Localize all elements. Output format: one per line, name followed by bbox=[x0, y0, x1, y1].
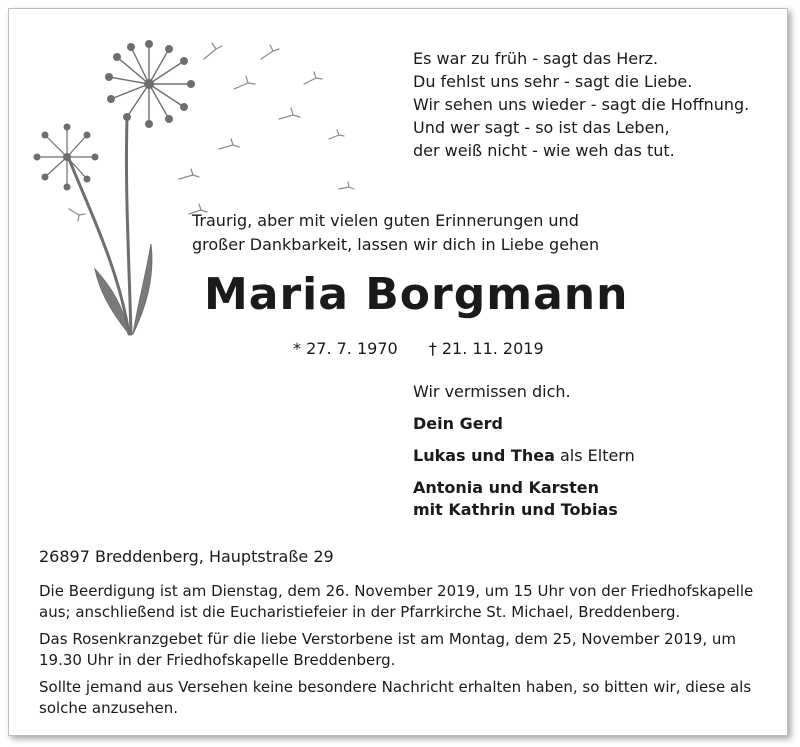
intro-line: großer Dankbarkeit, lassen wir dich in Liebe gehen bbox=[192, 235, 600, 254]
poem-line: Du fehlst uns sehr - sagt die Liebe. bbox=[413, 72, 693, 91]
poem-line: der weiß nicht - wie weh das tut. bbox=[413, 141, 675, 160]
poem-line: Es war zu früh - sagt das Herz. bbox=[413, 49, 659, 68]
partner-name: Dein Gerd bbox=[413, 414, 503, 433]
birth-date: * 27. 7. 1970 bbox=[293, 339, 398, 358]
obituary-card bbox=[8, 8, 788, 736]
siblings-line: mit Kathrin und Tobias bbox=[413, 500, 618, 519]
intro-line: Traurig, aber mit vielen guten Erinnerungen und bbox=[192, 211, 579, 230]
mourners-intro: Wir vermissen dich. bbox=[413, 382, 571, 401]
death-date: † 21. 11. 2019 bbox=[428, 339, 544, 358]
notice-paragraph: Sollte jemand aus Versehen keine besondere Nachricht erhalten haben, so bitten wir, diese als solche anzusehen. bbox=[39, 678, 752, 717]
poem-line: Wir sehen uns wieder - sagt die Hoffnung. bbox=[413, 95, 750, 114]
siblings-line: Antonia und Karsten bbox=[413, 478, 599, 497]
notice-paragraph: Das Rosenkranzgebet für die liebe Verstorbene ist am Montag, dem 25, November 2019, um 19.30 Uhr in der Friedhofskapelle Breddenberg. bbox=[39, 630, 736, 669]
intro-text bbox=[192, 209, 599, 257]
deceased-name: Maria Borgmann bbox=[204, 269, 629, 320]
poem-line: Und wer sagt - so ist das Leben, bbox=[413, 118, 670, 137]
life-dates bbox=[293, 339, 570, 358]
parents-suffix: als Eltern bbox=[554, 446, 635, 465]
address: 26897 Breddenberg, Hauptstraße 29 bbox=[39, 547, 334, 566]
funeral-notes bbox=[39, 581, 775, 725]
mourners bbox=[413, 381, 635, 521]
poem bbox=[413, 47, 749, 162]
parents-names: Lukas und Thea bbox=[413, 446, 555, 465]
notice-paragraph: Die Beerdigung ist am Dienstag, dem 26. November 2019, um 15 Uhr von der Friedhofskapelle aus; anschließend ist die Eucharistiefeier in der Pfarrkirche St. Michael, Breddenberg. bbox=[39, 582, 754, 621]
